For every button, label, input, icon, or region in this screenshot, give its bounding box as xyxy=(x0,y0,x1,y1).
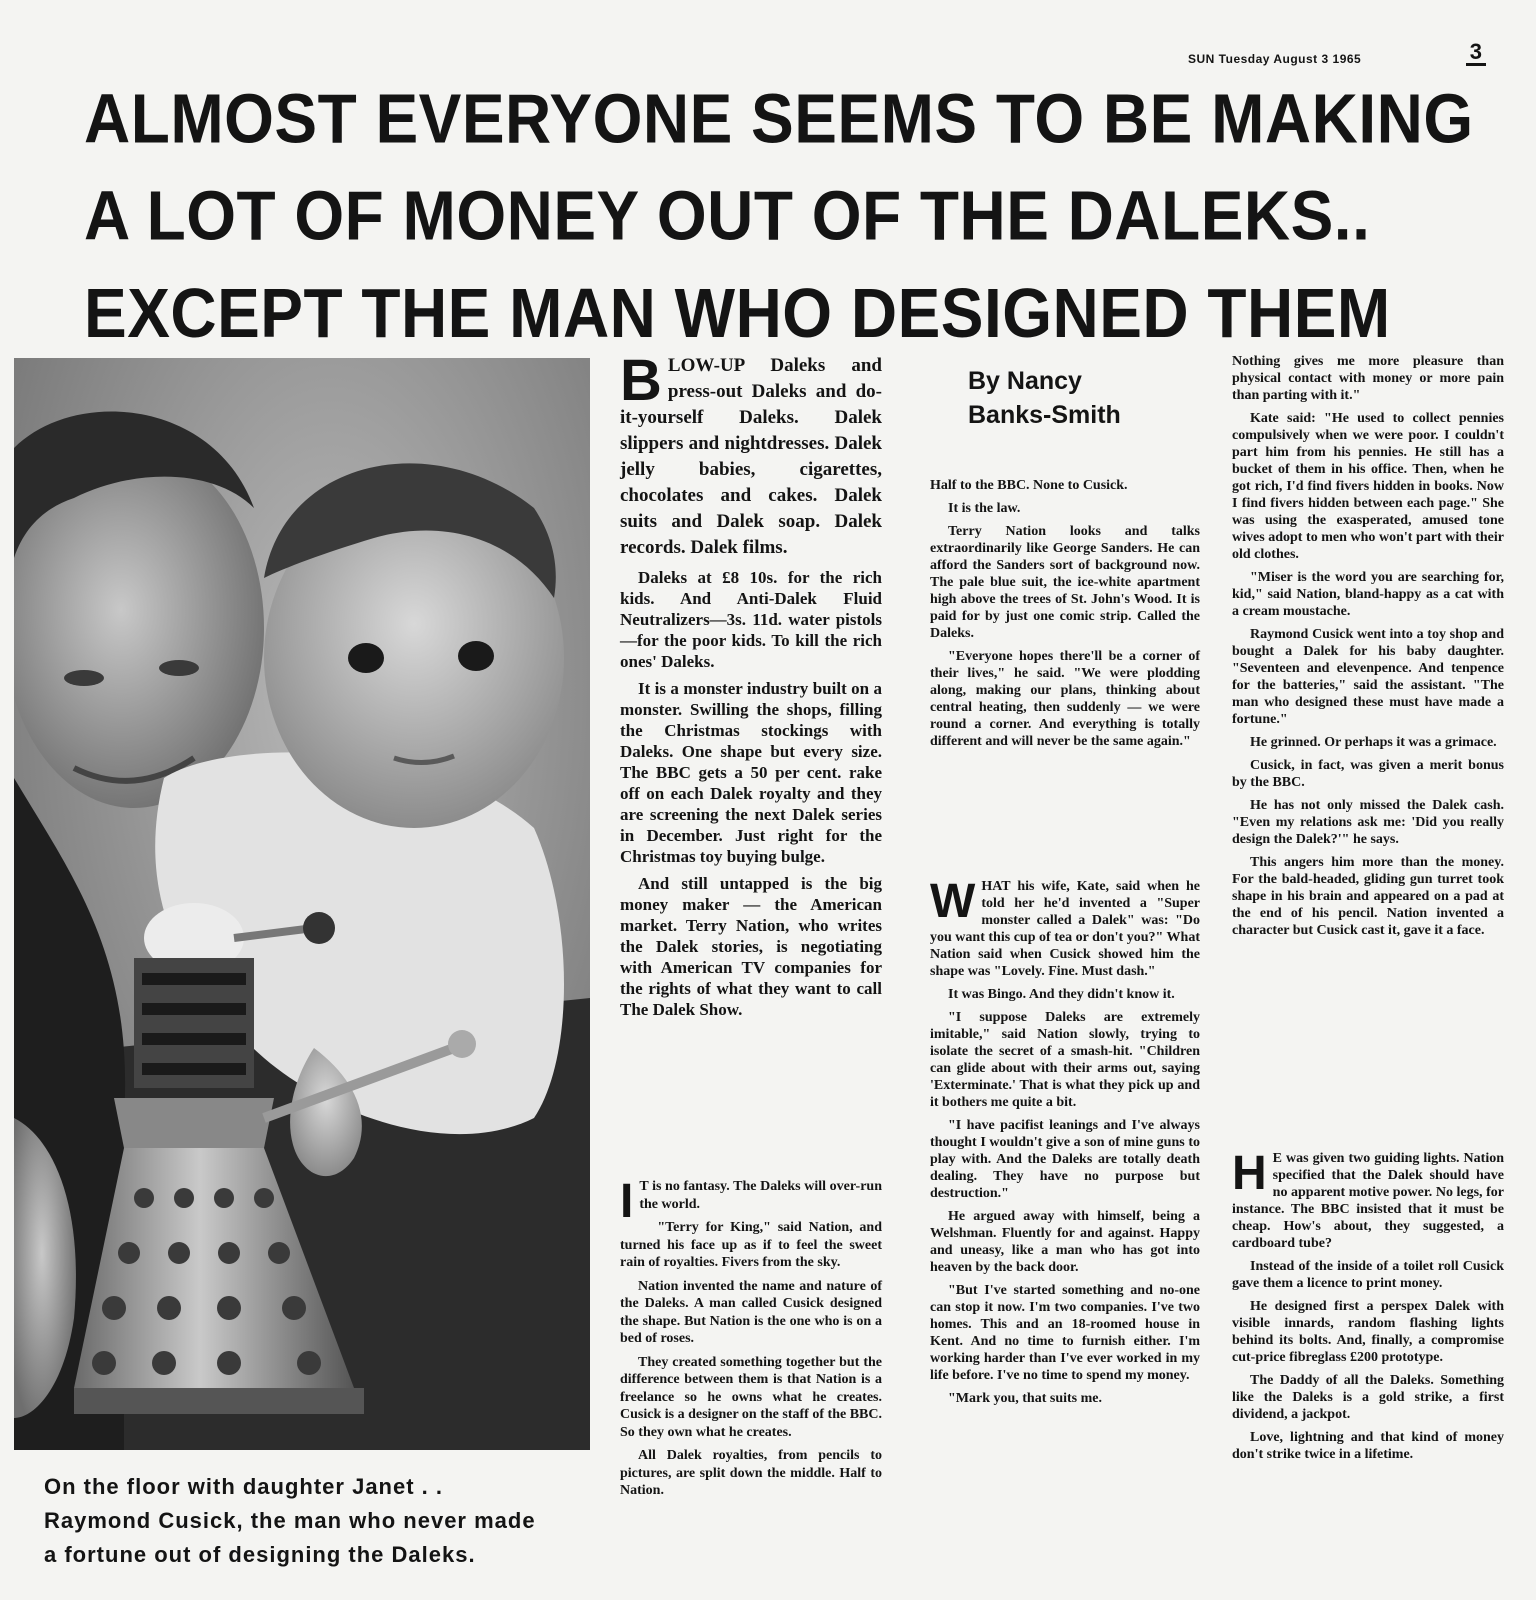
dateline: SUN Tuesday August 3 1965 xyxy=(1188,52,1362,66)
paragraph: Terry Nation looks and talks extraordinarily like George Sanders. He can afford the Sanders sort of background now. The pale blue suit, the ice-white apartment high above the trees of St. John's Wood. It is paid for by just one comic strip. Called the Daleks. xyxy=(930,524,1200,641)
headline-line-2: A LOT OF MONEY OUT OF THE DALEKS.. xyxy=(84,176,1371,255)
paragraph: Daleks at £8 10s. for the rich kids. And Anti-Dalek Fluid Neutralizers—3s. 11d. water pistols—for the poor kids. To kill the rich ones' Daleks. xyxy=(620,568,882,671)
paragraph: "Terry for King," said Nation, and turned his face up as if to feel the sweet rain of royalties. Fivers from the sky. xyxy=(620,1220,882,1270)
paragraph: He has not only missed the Dalek cash. "Even my relations ask me: 'Did you really design the Dalek?'" he says. xyxy=(1232,798,1504,847)
byline-line-2: Banks-Smith xyxy=(968,401,1121,429)
article-column-2 xyxy=(930,477,1200,756)
drop-cap: H xyxy=(1232,1147,1267,1200)
headline-line-3: EXCEPT THE MAN WHO DESIGNED THEM xyxy=(84,274,1391,352)
paragraph: Raymond Cusick went into a toy shop and bought a Dalek for his baby daughter. "Seventeen and elevenpence. And tenpence for the batteries," said the assistant. "The man who designed these must have made a fortune." xyxy=(1232,627,1504,727)
drop-cap: I xyxy=(620,1175,634,1228)
section-paragraph xyxy=(620,1175,882,1228)
paragraph: "Everyone hopes there'll be a corner of their lives," he said. "We were plodding along, making our plans, thinking about central heating, then suddenly — we were round a corner. And everything is totally different and will never be the same again." xyxy=(930,649,1200,749)
paragraph: And still untapped is the big money maker — the American market. Terry Nation, who writes the Dalek stories, is negotiating with American TV companies for the rights of what they want to call The Dalek Show. xyxy=(620,874,882,1019)
lead-text: LOW-UP Daleks and press-out Daleks and do-it-yourself Daleks. Dalek slippers and nightdresses. Dalek jelly babies, cigarettes, chocolates and cakes. Dalek suits and Dalek soap. Dalek records. Dalek films. xyxy=(620,355,882,558)
section-paragraph xyxy=(930,875,1200,980)
paragraph: He argued away with himself, being a Welshman. Fluently for and against. Happy and uneasy, like a man who has got into heaven by the back door. xyxy=(930,1209,1200,1275)
drop-cap: W xyxy=(930,875,976,928)
byline-line-1: By Nancy xyxy=(968,367,1082,395)
article-column-2-lower xyxy=(930,875,1200,1413)
paragraph: "But I've started something and no-one can stop it now. I'm two companies. I've two homes. This and an 18-roomed house in Kent. And no time to furnish either. I'm working harder than I've ever worked in my life before. I've no time to spend my money. xyxy=(930,1283,1200,1383)
section-text: HAT his wife, Kate, said when he told her he'd invented a "Super monster called a Dalek" was: "Do you want this cup of tea or don't you?" What Nation said when Cusick showed him the shape was "Lovely. Fine. Must dash." xyxy=(930,879,1200,979)
news-photo xyxy=(14,358,590,1450)
paragraph: All Dalek royalties, from pencils to pictures, are split down the middle. Half to Nation. xyxy=(620,1448,882,1498)
photo-illustration xyxy=(14,358,590,1450)
paragraph: "I have pacifist leanings and I've always thought I wouldn't give a son of mine guns to play with. And the Daleks are totally death dealing. They have no purpose but destruction." xyxy=(930,1118,1200,1201)
paragraph: Instead of the inside of a toilet roll Cusick gave them a licence to print money. xyxy=(1232,1259,1504,1291)
caption-line-2: Raymond Cusick, the man who never made xyxy=(44,1508,536,1533)
paragraph: They created something together but the difference between them is that Nation is a freelance so he owns what he creates. Cusick is a designer on the staff of the BBC. So they own what he creates. xyxy=(620,1354,882,1440)
paragraph: He designed first a perspex Dalek with visible innards, random flashing lights behind its bolts. And, finally, a compromise cut-price fibreglass £200 prototype. xyxy=(1232,1299,1504,1365)
paragraph: This angers him more than the money. For the bald-headed, gliding gun turret took shape in his brain and appeared on a pad at the end of his pencil. Nation invented a character but Cusick cast it, gave it a face. xyxy=(1232,855,1504,938)
article-column-3 xyxy=(1232,353,1504,945)
lead-paragraph xyxy=(620,348,882,561)
paragraph: "I suppose Daleks are extremely imitable," said Nation slowly, trying to isolate the secret of a smash-hit. "Children can glide about with their arms out, saying 'Exterminate.' That is what they pick up and it bothers me quite a bit. xyxy=(930,1010,1200,1110)
caption-line-1: On the floor with daughter Janet . . xyxy=(44,1474,444,1499)
paragraph: Kate said: "He used to collect pennies compulsively when we were poor. I couldn't part him from his pennies. He still has a bucket of them in his office. Then, when he got rich, I'd find fivers hidden in books. Now I find fivers hidden between each page." She was using the exasperated, amused tone wives adopt to men who won't part with their old clothes. xyxy=(1232,411,1504,562)
paragraph: He grinned. Or perhaps it was a grimace. xyxy=(1250,735,1497,750)
masthead xyxy=(1188,40,1486,66)
headline xyxy=(84,70,1504,362)
article-column-1 xyxy=(620,348,882,1026)
article-column-3-lower xyxy=(1232,1147,1504,1469)
paragraph: It was Bingo. And they didn't know it. xyxy=(948,987,1175,1002)
drop-cap: B xyxy=(620,348,662,413)
paragraph: Cusick, in fact, was given a merit bonus by the BBC. xyxy=(1232,758,1504,790)
headline-line-1: ALMOST EVERYONE SEEMS TO BE MAKING xyxy=(84,79,1474,158)
paragraph: "Mark you, that suits me. xyxy=(948,1391,1102,1406)
article-column-1-lower xyxy=(620,1175,882,1506)
caption-line-3: a fortune out of designing the Daleks. xyxy=(44,1542,476,1567)
photo-caption xyxy=(44,1470,604,1572)
section-paragraph xyxy=(1232,1147,1504,1252)
paragraph: Half to the BBC. None to Cusick. xyxy=(930,478,1128,493)
paragraph: Nothing gives me more pleasure than physical contact with money or more pain than parting with it." xyxy=(1232,354,1504,403)
paragraph: It is a monster industry built on a monster. Swilling the shops, filling the Christmas stockings with Daleks. One shape but every size. The BBC gets a 50 per cent. rake off on each Dalek royalty and they are screening the next Dalek series in December. Just right for the Christmas toy buying bulge. xyxy=(620,679,882,866)
paragraph: It is the law. xyxy=(948,501,1021,516)
paragraph: The Daddy of all the Daleks. Something like the Daleks is a gold strike, a first dividend, a jackpot. xyxy=(1232,1373,1504,1422)
paragraph: "Miser is the word you are searching for, kid," said Nation, bland-happy as a cat with a cream moustache. xyxy=(1232,570,1504,619)
page-number: 3 xyxy=(1466,41,1486,66)
paragraph: Love, lightning and that kind of money don't strike twice in a lifetime. xyxy=(1232,1430,1504,1462)
byline xyxy=(968,364,1121,432)
section-text: T is no fantasy. The Daleks will over-run the world. xyxy=(639,1179,882,1212)
section-text: E was given two guiding lights. Nation specified that the Dalek should have no apparent motive power. No legs, for instance. The BBC insisted that it must be cheap. How's about, they suggested, a cardboard tube? xyxy=(1232,1151,1504,1251)
paragraph: Nation invented the name and nature of the Daleks. A man called Cusick designed the shape. But Nation is the one who is on a bed of roses. xyxy=(620,1278,882,1346)
